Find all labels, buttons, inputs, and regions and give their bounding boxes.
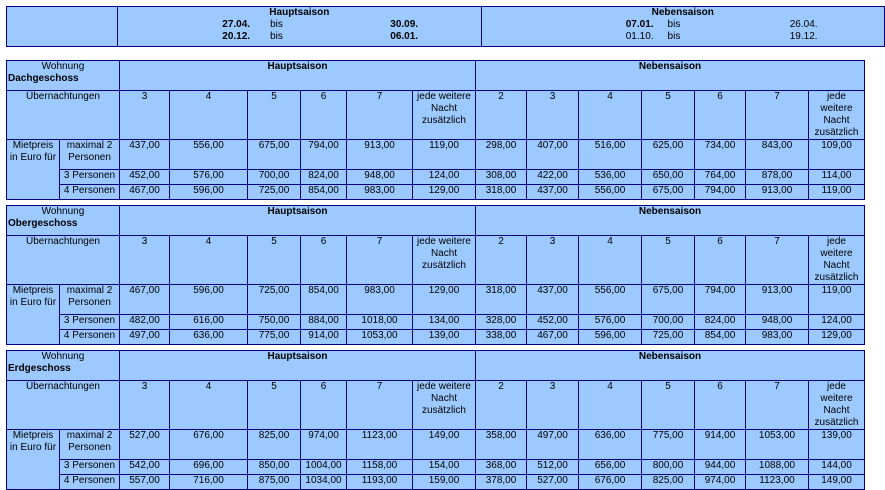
price-cell: 725,00 — [248, 185, 301, 200]
persons-label: 4 Personen — [60, 185, 120, 200]
price-cell: 1158,00 — [347, 460, 413, 475]
mietpreis-label: Mietpreis in Euro für — [7, 430, 60, 490]
apartment-name — [7, 351, 120, 381]
price-cell: 536,00 — [579, 170, 642, 185]
price-cell: 1123,00 — [347, 430, 413, 460]
price-cell: 676,00 — [579, 475, 642, 490]
price-cell: 725,00 — [642, 330, 695, 345]
extra-night-price: 149,00 — [413, 430, 476, 460]
price-cell: 636,00 — [170, 330, 248, 345]
hauptsaison-date-row-2 — [118, 31, 480, 43]
night-count: 6 — [301, 381, 347, 430]
night-count: 5 — [248, 381, 301, 430]
price-cell: 542,00 — [120, 460, 170, 475]
night-count: 4 — [579, 236, 642, 285]
nebensaison-date-row-2 — [482, 31, 884, 43]
persons-label: 3 Personen — [60, 170, 120, 185]
price-cell: 948,00 — [347, 170, 413, 185]
price-cell: 557,00 — [120, 475, 170, 490]
price-cell: 308,00 — [476, 170, 527, 185]
price-cell: 914,00 — [695, 430, 746, 460]
apartment-name-line1: Wohnung — [41, 61, 85, 72]
price-cell: 676,00 — [170, 430, 248, 460]
price-cell: 318,00 — [476, 285, 527, 315]
price-table — [6, 350, 865, 490]
price-cell: 1053,00 — [746, 430, 809, 460]
price-cell: 527,00 — [527, 475, 579, 490]
hauptsaison-header: Hauptsaison — [120, 206, 476, 236]
date-from: 27.04. — [222, 19, 251, 30]
price-cell: 596,00 — [170, 185, 248, 200]
price-cell: 1088,00 — [746, 460, 809, 475]
price-cell: 794,00 — [695, 185, 746, 200]
persons-label: maximal 2 Personen — [60, 285, 120, 315]
price-cell: 948,00 — [746, 315, 809, 330]
nebensaison-dates — [481, 7, 884, 47]
persons-label: maximal 2 Personen — [60, 430, 120, 460]
extra-night-label: jede weitere Nacht zusätzlich — [413, 381, 476, 430]
night-count: 4 — [170, 91, 248, 140]
date-from: 07.01. — [625, 19, 654, 30]
apartment-name-line2: Erdgeschoss — [8, 363, 71, 374]
persons-label: 4 Personen — [60, 330, 120, 345]
date-bis: bis — [270, 31, 283, 42]
extra-night-price: 124,00 — [413, 170, 476, 185]
price-cell: 825,00 — [248, 430, 301, 460]
hauptsaison-header: Hauptsaison — [120, 351, 476, 381]
price-cell: 854,00 — [301, 285, 347, 315]
date-to: 19.12. — [789, 31, 818, 42]
night-count: 6 — [301, 236, 347, 285]
price-cell: 983,00 — [347, 185, 413, 200]
date-from: 20.12. — [222, 31, 251, 42]
night-count: 5 — [248, 91, 301, 140]
price-cell: 700,00 — [248, 170, 301, 185]
price-cell: 467,00 — [527, 330, 579, 345]
price-cell: 556,00 — [579, 285, 642, 315]
night-count: 7 — [347, 236, 413, 285]
price-cell: 512,00 — [527, 460, 579, 475]
price-cell: 298,00 — [476, 140, 527, 170]
night-count: 2 — [476, 236, 527, 285]
price-cell: 764,00 — [695, 170, 746, 185]
price-cell: 497,00 — [120, 330, 170, 345]
price-cell: 794,00 — [301, 140, 347, 170]
price-cell: 675,00 — [642, 285, 695, 315]
price-cell: 378,00 — [476, 475, 527, 490]
date-bis: bis — [667, 19, 681, 30]
extra-night-label: jede weitere Nacht zusätzlich — [809, 236, 865, 285]
extra-night-price: 124,00 — [809, 315, 865, 330]
price-cell: 368,00 — [476, 460, 527, 475]
table-row — [7, 170, 865, 185]
price-cell: 913,00 — [746, 285, 809, 315]
apartment-name-line1: Wohnung — [41, 351, 85, 362]
table-row — [7, 285, 865, 315]
price-cell: 1123,00 — [746, 475, 809, 490]
night-count: 2 — [476, 381, 527, 430]
price-cell: 452,00 — [120, 170, 170, 185]
hauptsaison-date-row-1 — [118, 19, 480, 31]
night-count: 4 — [579, 91, 642, 140]
price-cell: 328,00 — [476, 315, 527, 330]
night-count: 5 — [248, 236, 301, 285]
date-to: 30.09. — [390, 19, 419, 30]
price-cell: 696,00 — [170, 460, 248, 475]
price-cell: 983,00 — [746, 330, 809, 345]
price-cell: 913,00 — [347, 140, 413, 170]
price-cell: 675,00 — [642, 185, 695, 200]
nebensaison-header: Nebensaison — [476, 206, 865, 236]
night-count: 3 — [120, 381, 170, 430]
extra-night-price: 144,00 — [809, 460, 865, 475]
hauptsaison-title: Hauptsaison — [269, 7, 330, 18]
night-count: 6 — [695, 381, 746, 430]
night-count: 3 — [527, 91, 579, 140]
apartment-name — [7, 206, 120, 236]
price-cell: 854,00 — [301, 185, 347, 200]
price-cell: 1034,00 — [301, 475, 347, 490]
price-cell: 794,00 — [695, 285, 746, 315]
extra-night-price: 149,00 — [809, 475, 865, 490]
uebernachtungen-label: Übernachtungen — [7, 236, 120, 285]
price-cell: 700,00 — [642, 315, 695, 330]
night-count: 4 — [170, 236, 248, 285]
extra-night-price: 159,00 — [413, 475, 476, 490]
price-cell: 656,00 — [579, 460, 642, 475]
price-cell: 467,00 — [120, 285, 170, 315]
night-count: 3 — [120, 236, 170, 285]
price-cell: 875,00 — [248, 475, 301, 490]
extra-night-label: jede weitere Nacht zusätzlich — [809, 381, 865, 430]
price-cell: 576,00 — [170, 170, 248, 185]
price-cell: 1193,00 — [347, 475, 413, 490]
price-cell: 878,00 — [746, 170, 809, 185]
night-count: 7 — [347, 91, 413, 140]
price-cell: 725,00 — [248, 285, 301, 315]
persons-label: 4 Personen — [60, 475, 120, 490]
table-row — [7, 475, 865, 490]
extra-night-price: 139,00 — [413, 330, 476, 345]
nebensaison-title: Nebensaison — [651, 7, 714, 18]
price-cell: 625,00 — [642, 140, 695, 170]
date-bis: bis — [667, 31, 681, 42]
price-cell: 825,00 — [642, 475, 695, 490]
table-row — [7, 330, 865, 345]
night-count: 2 — [476, 91, 527, 140]
apartment-name-line2: Obergeschoss — [8, 218, 78, 229]
price-cell: 358,00 — [476, 430, 527, 460]
night-count: 3 — [527, 381, 579, 430]
price-cell: 843,00 — [746, 140, 809, 170]
extra-night-price: 129,00 — [413, 185, 476, 200]
table-row — [7, 185, 865, 200]
price-cell: 596,00 — [579, 330, 642, 345]
price-cell: 407,00 — [527, 140, 579, 170]
mietpreis-label: Mietpreis in Euro für — [7, 285, 60, 345]
price-cell: 596,00 — [170, 285, 248, 315]
price-cell: 974,00 — [695, 475, 746, 490]
price-cell: 1018,00 — [347, 315, 413, 330]
price-cell: 452,00 — [527, 315, 579, 330]
extra-night-price: 139,00 — [809, 430, 865, 460]
price-cell: 437,00 — [527, 285, 579, 315]
price-cell: 616,00 — [170, 315, 248, 330]
price-cell: 338,00 — [476, 330, 527, 345]
table-row — [7, 460, 865, 475]
price-table — [6, 205, 865, 345]
season-dates-table — [6, 6, 885, 47]
apartment-name — [7, 61, 120, 91]
price-cell: 913,00 — [746, 185, 809, 200]
night-count: 5 — [642, 91, 695, 140]
night-count: 6 — [301, 91, 347, 140]
extra-night-price: 119,00 — [809, 285, 865, 315]
price-cell: 1004,00 — [301, 460, 347, 475]
night-count: 7 — [746, 91, 809, 140]
price-cell: 850,00 — [248, 460, 301, 475]
hauptsaison-dates — [118, 7, 481, 47]
price-cell: 775,00 — [248, 330, 301, 345]
extra-night-price: 119,00 — [809, 185, 865, 200]
date-bis: bis — [270, 19, 283, 30]
night-count: 5 — [642, 236, 695, 285]
price-cell: 527,00 — [120, 430, 170, 460]
season-blank-cell — [7, 7, 118, 47]
price-cell: 914,00 — [301, 330, 347, 345]
table-row — [7, 140, 865, 170]
extra-night-label: jede weitere Nacht zusätzlich — [413, 236, 476, 285]
night-count: 3 — [120, 91, 170, 140]
extra-night-price: 109,00 — [809, 140, 865, 170]
price-cell: 884,00 — [301, 315, 347, 330]
price-cell: 824,00 — [695, 315, 746, 330]
night-count: 7 — [347, 381, 413, 430]
price-cell: 734,00 — [695, 140, 746, 170]
night-count: 4 — [170, 381, 248, 430]
nebensaison-date-row-1 — [482, 19, 884, 31]
night-count: 6 — [695, 236, 746, 285]
nebensaison-header: Nebensaison — [476, 61, 865, 91]
price-cell: 636,00 — [579, 430, 642, 460]
price-cell: 318,00 — [476, 185, 527, 200]
price-cell: 824,00 — [301, 170, 347, 185]
date-to: 06.01. — [390, 31, 419, 42]
price-cell: 854,00 — [695, 330, 746, 345]
extra-night-price: 134,00 — [413, 315, 476, 330]
date-from: 01.10. — [625, 31, 654, 42]
night-count: 6 — [695, 91, 746, 140]
price-cell: 944,00 — [695, 460, 746, 475]
price-cell: 516,00 — [579, 140, 642, 170]
price-cell: 497,00 — [527, 430, 579, 460]
price-table — [6, 60, 865, 200]
night-count: 7 — [746, 381, 809, 430]
night-count: 4 — [579, 381, 642, 430]
uebernachtungen-label: Übernachtungen — [7, 381, 120, 430]
price-cell: 556,00 — [170, 140, 248, 170]
date-to: 26.04. — [789, 19, 818, 30]
hauptsaison-header: Hauptsaison — [120, 61, 476, 91]
night-count: 7 — [746, 236, 809, 285]
extra-night-price: 129,00 — [809, 330, 865, 345]
price-cell: 482,00 — [120, 315, 170, 330]
persons-label: 3 Personen — [60, 460, 120, 475]
price-cell: 556,00 — [579, 185, 642, 200]
table-row — [7, 315, 865, 330]
price-cell: 650,00 — [642, 170, 695, 185]
price-cell: 775,00 — [642, 430, 695, 460]
persons-label: maximal 2 Personen — [60, 140, 120, 170]
price-cell: 422,00 — [527, 170, 579, 185]
extra-night-price: 114,00 — [809, 170, 865, 185]
price-cell: 467,00 — [120, 185, 170, 200]
extra-night-price: 129,00 — [413, 285, 476, 315]
price-cell: 1053,00 — [347, 330, 413, 345]
apartment-name-line1: Wohnung — [41, 206, 85, 217]
uebernachtungen-label: Übernachtungen — [7, 91, 120, 140]
extra-night-label: jede weitere Nacht zusätzlich — [413, 91, 476, 140]
apartment-name-line2: Dachgeschoss — [8, 73, 79, 84]
price-cell: 750,00 — [248, 315, 301, 330]
extra-night-price: 119,00 — [413, 140, 476, 170]
nebensaison-header: Nebensaison — [476, 351, 865, 381]
persons-label: 3 Personen — [60, 315, 120, 330]
price-cell: 576,00 — [579, 315, 642, 330]
night-count: 3 — [527, 236, 579, 285]
price-cell: 716,00 — [170, 475, 248, 490]
table-row — [7, 430, 865, 460]
price-cell: 437,00 — [527, 185, 579, 200]
price-cell: 974,00 — [301, 430, 347, 460]
price-cell: 437,00 — [120, 140, 170, 170]
extra-night-price: 154,00 — [413, 460, 476, 475]
mietpreis-label: Mietpreis in Euro für — [7, 140, 60, 200]
night-count: 5 — [642, 381, 695, 430]
price-cell: 800,00 — [642, 460, 695, 475]
extra-night-label: jede weitere Nacht zusätzlich — [809, 91, 865, 140]
price-cell: 983,00 — [347, 285, 413, 315]
price-cell: 675,00 — [248, 140, 301, 170]
